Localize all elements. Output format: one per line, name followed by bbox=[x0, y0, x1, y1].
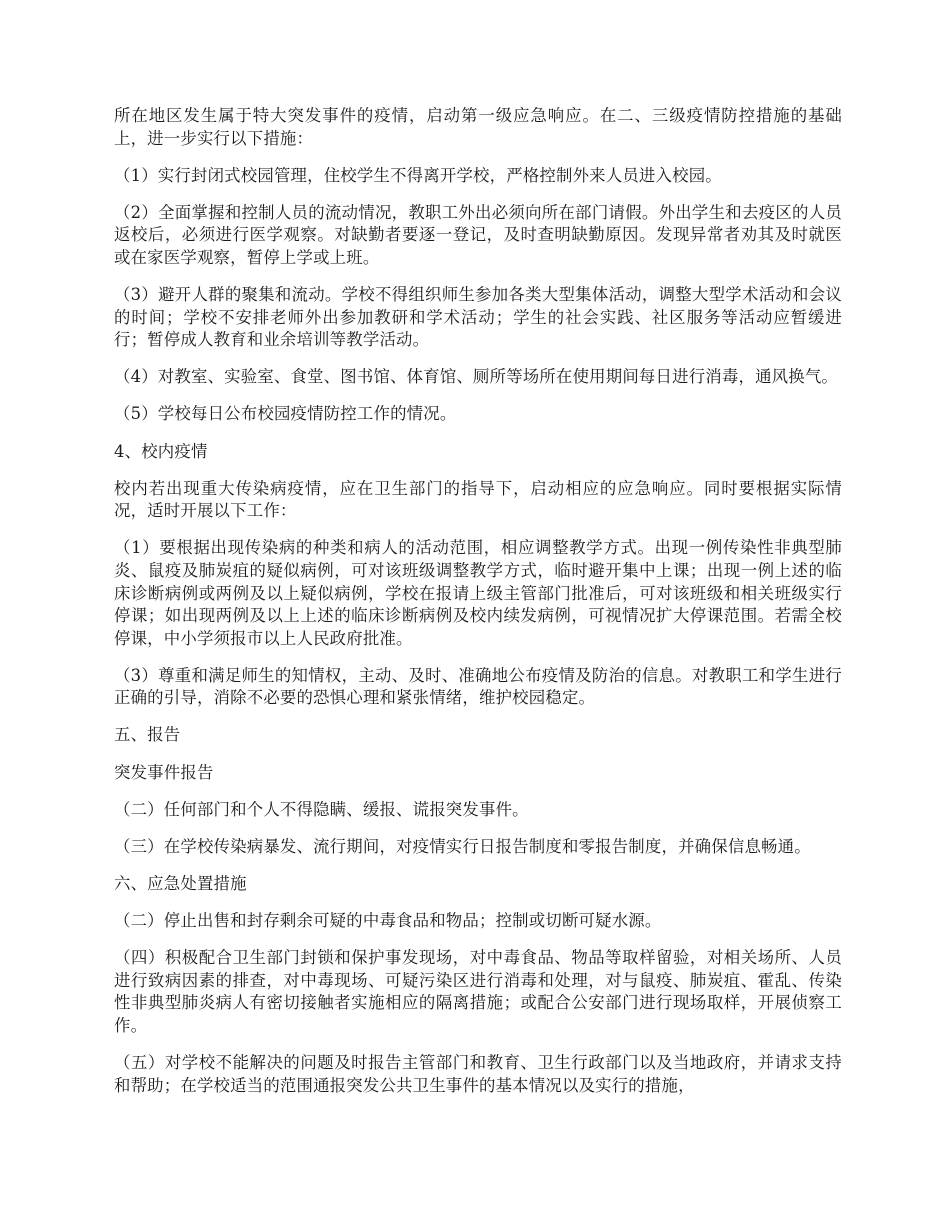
paragraph-campus-3: （3）尊重和满足师生的知情权，主动、及时、准确地公布疫情及防治的信息。对教职工和学生进行正确的引导，消除不必要的恐惧心理和紧张情绪，维护校园稳定。 bbox=[114, 665, 842, 708]
paragraph-campus-intro: 校内若出现重大传染病疫情，应在卫生部门的指导下，启动相应的应急响应。同时要根据实际情况，适时开展以下工作： bbox=[114, 478, 842, 521]
paragraph-emergency-5: （五）对学校不能解决的问题及时报告主管部门和教育、卫生行政部门以及当地政府，并请求支持和帮助；在学校适当的范围通报突发公共卫生事件的基本情况以及实行的措施， bbox=[114, 1052, 842, 1095]
paragraph-measure-2: （2）全面掌握和控制人员的流动情况，教职工外出必须向所在部门请假。外出学生和去疫区的人员返校后，必须进行医学观察。对缺勤者要逐一登记，及时查明缺勤原因。发现异常者劝其及时就医或在家医学观察，暂停上学或上班。 bbox=[114, 202, 842, 267]
paragraph-report-2: （二）任何部门和个人不得隐瞒、缓报、谎报突发事件。 bbox=[114, 799, 529, 819]
subheading-emergency-report: 突发事件报告 bbox=[114, 762, 214, 782]
section-heading-emergency-measures: 六、应急处置措施 bbox=[114, 873, 247, 893]
section-heading-campus-epidemic: 4、校内疫情 bbox=[114, 441, 208, 461]
paragraph-measure-3: （3）避开人群的聚集和流动。学校不得组织师生参加各类大型集体活动，调整大型学术活动和会议的时间；学校不安排老师外出参加教研和学术活动；学生的社会实践、社区服务等活动应暂缓进行；暂停成人教育和业余培训等教学活动。 bbox=[114, 285, 842, 350]
paragraph-measure-4: （4）对教室、实验室、食堂、图书馆、体育馆、厕所等场所在使用期间每日进行消毒，通风换气。 bbox=[114, 367, 839, 387]
paragraph-emergency-2: （二）停止出售和封存剩余可疑的中毒食品和物品；控制或切断可疑水源。 bbox=[114, 910, 662, 930]
section-heading-report: 五、报告 bbox=[114, 725, 181, 745]
paragraph-measure-1: （1）实行封闭式校园管理，住校学生不得离开学校，严格控制外来人员进入校园。 bbox=[114, 165, 722, 185]
paragraph-level1-intro: 所在地区发生属于特大突发事件的疫情，启动第一级应急响应。在二、三级疫情防控措施的基础上，进一步实行以下措施： bbox=[114, 106, 842, 148]
paragraph-measure-5: （5）学校每日公布校园疫情防控工作的情况。 bbox=[114, 404, 457, 424]
paragraph-emergency-4: （四）积极配合卫生部门封锁和保护事发现场，对中毒食品、物品等取样留验，对相关场所、人员进行致病因素的排查，对中毒现场、可疑污染区进行消毒和处理，对与鼠疫、肺炭疽、霍乱、传染性非典型肺炎病人有密切接触者实施相应的隔离措施；或配合公安部门进行现场取样，开展侦察工作。 bbox=[114, 948, 842, 1035]
paragraph-report-3: （三）在学校传染病暴发、流行期间，对疫情实行日报告制度和零报告制度，并确保信息畅通。 bbox=[114, 836, 811, 856]
document-body bbox=[114, 105, 842, 1112]
paragraph-campus-1: （1）要根据出现传染病的种类和病人的活动范围，相应调整教学方式。出现一例传染性非典型肺炎、鼠疫及肺炭疽的疑似病例，可对该班级调整教学方式，临时避开集中上课；出现一例上述的临床诊断病例或两例及以上疑似病例，学校在报请上级主管部门批准后，可对该班级和相关班级实行停课；如出现两例及以上上述的临床诊断病例及校内续发病例，可视情况扩大停课范围。若需全校停课，中小学须报市以上人民政府批准。 bbox=[114, 538, 842, 648]
